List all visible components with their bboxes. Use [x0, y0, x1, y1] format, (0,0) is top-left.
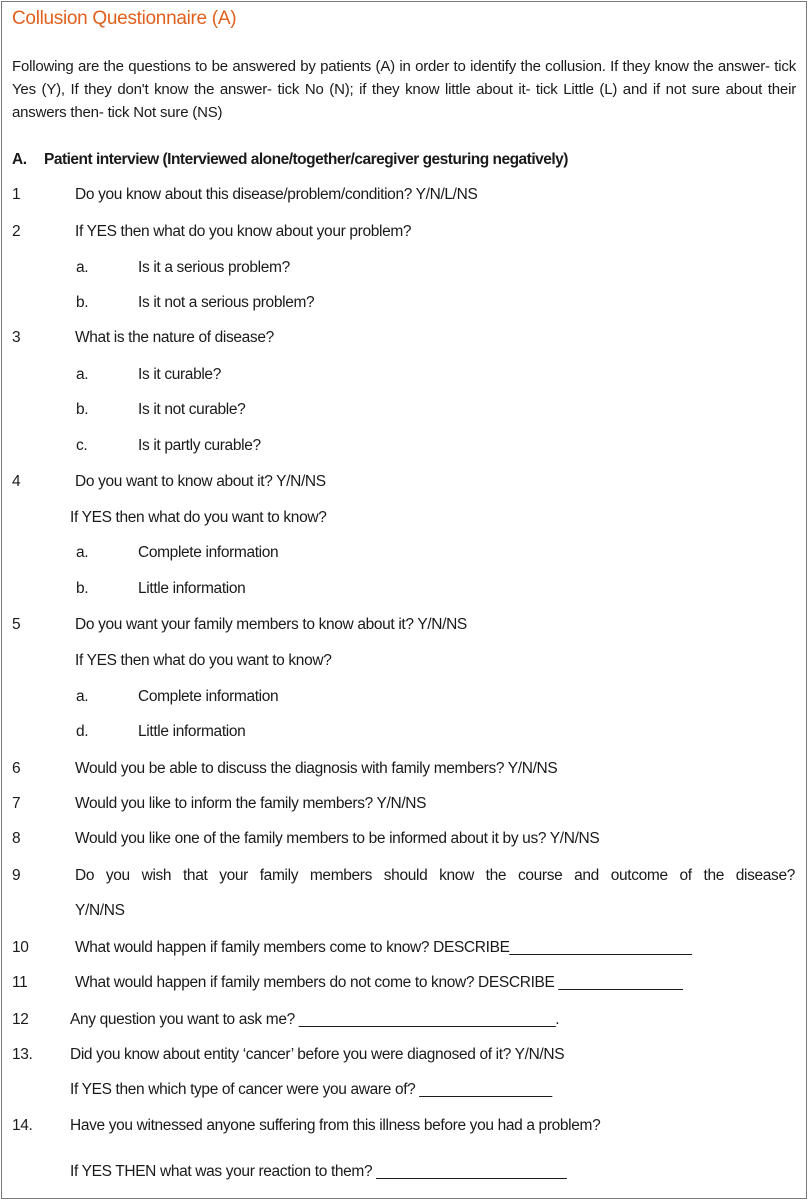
question-number: 11 [12, 974, 28, 991]
option-label: d. [76, 723, 89, 740]
question-number: 12 [12, 1011, 29, 1028]
question-text-continued: Y/N/NS [75, 902, 125, 919]
question-text: Would you like one of the family members to be informed about it by us? Y/N/NS [75, 830, 600, 847]
option-label: a. [76, 259, 89, 276]
option-text: Complete information [138, 544, 279, 561]
option-text: Little information [138, 723, 246, 740]
question-number: 7 [12, 795, 21, 812]
option-text: Is it curable? [138, 366, 221, 383]
question-text: Do you want to know about it? Y/N/NS [75, 473, 326, 490]
question-text: Do you wish that your family members should know the course and outcome of the disease? [75, 867, 795, 884]
option-label: b. [76, 580, 89, 597]
option-label: a. [76, 688, 89, 705]
question-number: 3 [12, 329, 21, 346]
question-text: If YES then what do you know about your problem? [75, 223, 412, 240]
question-number: 1 [12, 186, 21, 203]
option-text: Is it not curable? [138, 401, 246, 418]
question-number: 8 [12, 830, 21, 847]
question-text: Would you like to inform the family members? Y/N/NS [75, 795, 427, 812]
question-text: Have you witnessed anyone suffering from this illness before you had a problem? [70, 1117, 601, 1134]
question-number: 6 [12, 760, 21, 777]
followup-text: If YES then what do you want to know? [75, 652, 332, 669]
option-text: Little information [138, 580, 246, 597]
option-label: a. [76, 366, 89, 383]
option-label: c. [76, 437, 88, 454]
question-text: Did you know about entity ‘cancer’ before you were diagnosed of it? Y/N/NS [70, 1046, 565, 1063]
question-number: 4 [12, 473, 21, 490]
option-label: a. [76, 544, 89, 561]
page-title: Collusion Questionnaire (A) [12, 8, 237, 29]
question-text: Do you know about this disease/problem/condition? Y/N/L/NS [75, 186, 478, 203]
option-label: b. [76, 401, 89, 418]
question-text: What would happen if family members do not come to know? DESCRIBE _______________ [75, 974, 683, 991]
question-number: 10 [12, 939, 29, 956]
section-label: A. [12, 151, 27, 168]
followup-text: If YES then what do you want to know? [70, 509, 327, 526]
question-number: 2 [12, 223, 21, 240]
question-number: 14. [12, 1117, 33, 1134]
question-text: What is the nature of disease? [75, 329, 274, 346]
question-number: 13. [12, 1046, 33, 1063]
option-text: Is it not a serious problem? [138, 294, 315, 311]
option-text: Is it a serious problem? [138, 259, 290, 276]
question-text: Any question you want to ask me? _______________________________. [70, 1011, 560, 1028]
question-text: Do you want your family members to know about it? Y/N/NS [75, 616, 467, 633]
followup-text: If YES THEN what was your reaction to them? _______________________ [70, 1163, 567, 1180]
option-text: Is it partly curable? [138, 437, 261, 454]
section-title: Patient interview (Interviewed alone/together/caregiver gesturing negatively) [44, 151, 568, 168]
question-text: Would you be able to discuss the diagnosis with family members? Y/N/NS [75, 760, 558, 777]
option-text: Complete information [138, 688, 279, 705]
question-text: What would happen if family members come to know? DESCRIBE______________________ [75, 939, 692, 956]
followup-text: If YES then which type of cancer were you aware of? ________________ [70, 1081, 552, 1098]
question-number: 9 [12, 867, 21, 884]
instructions-paragraph: Following are the questions to be answered by patients (A) in order to identify the collusion. If they know the answer- tick Yes (Y), If they don't know the answer- tick No (N); if they know little about it- tick Little (L) and if not sure about their answers then- tick Not sure (NS) [12, 58, 796, 121]
question-number: 5 [12, 616, 21, 633]
option-label: b. [76, 294, 89, 311]
